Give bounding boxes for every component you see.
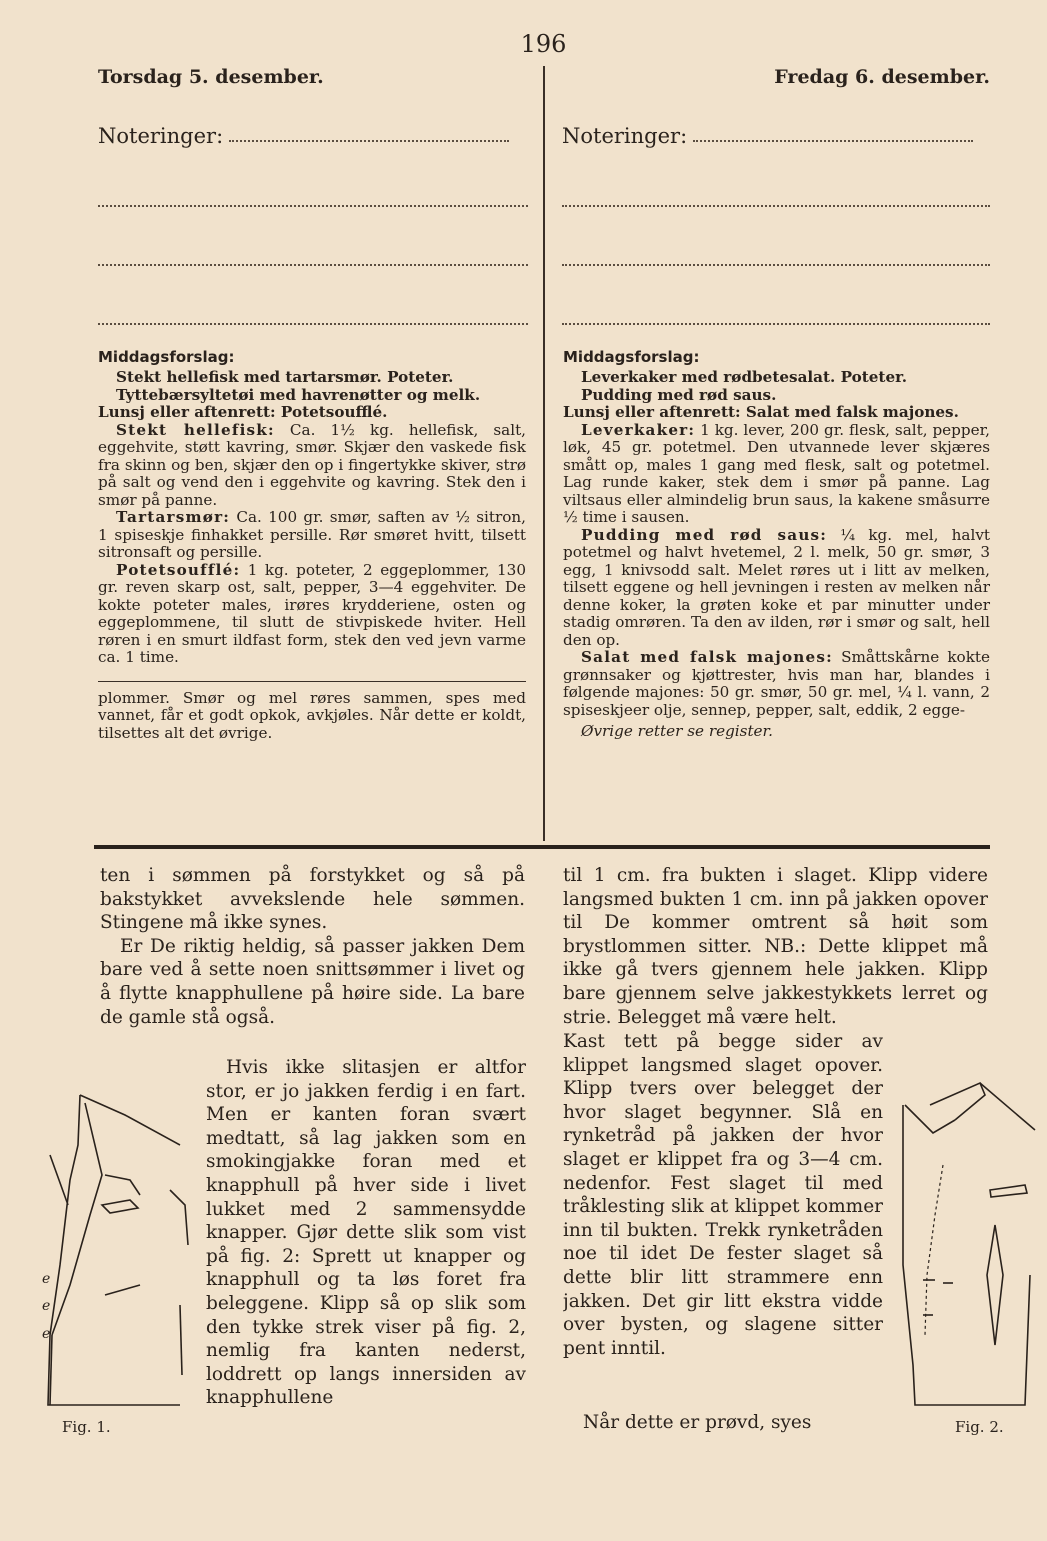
article-right-p1-head: til 1 cm. fra bukten i slaget. Klipp videre langsmed bukten 1 cm. inn på jakken opover til De kommer omtrent så høit som brystlommen sitter. NB.: Dette klippet må ikke gå tvers gjennem hele jakken. Klipp bare gjennem selve jakkestykkets lerret og strie. Belegget må være helt.	[563, 865, 988, 1028]
left-menu-line2: Tyttebærsyltetøi med havrenøtter og melk.	[116, 385, 481, 404]
notes-line[interactable]	[562, 322, 990, 325]
article-right-p1-tail: Kast tett på begge sider av klippet langsmed slaget opover. Klipp tvers over belegget der hvor slaget begynner. Slå en rynketråd på jakken der hvor slaget er klippet fra og 3—4 cm. nedenfor. Fest slaget til med tråklesting slik at klippet kommer inn til bukten. Trekk rynketråden noe til idet De fester slaget så dette blir litt strammere enn jakken. Det gir litt ekstra vidde over bysten, og slagene sitter pent inntil.	[563, 1031, 883, 1359]
notes-line[interactable]	[562, 204, 990, 207]
left-continuation: plommer. Smør og mel røres sammen, spes med vannet, får et godt opkok, avkjøles. Når dette er koldt, tilsettes alt det øvrige.	[98, 688, 526, 742]
left-r2-title: Tartarsmør:	[116, 508, 231, 526]
right-r2-title: Pudding med rød saus:	[581, 525, 828, 544]
left-recipes	[98, 348, 526, 742]
article-left-p3: Hvis ikke slitasjen er altfor stor, er jo jakken ferdig i en fart. Men er kanten foran svært medtatt, så lag jakken som en smokingjakke foran med et knapphull på hver side i livet lukket med 2 sammensydde knapper. Gjør dette slik som vist på fig. 2: Sprett ut knapper og knapphull og ta løs foret fra beleggene. Klipp så op slik som den tykke strek viser på fig. 2, nemlig fra kanten nederst, loddrett op langs innersiden av knapphullene	[206, 1057, 526, 1409]
column-divider	[543, 66, 545, 841]
right-notes-label: Noteringer:	[562, 124, 688, 148]
right-recipes	[563, 348, 990, 741]
fig1-label: Fig. 1.	[62, 1418, 111, 1436]
article-left-p2: Er De riktig heldig, så passer jakken Dem bare ved å sette noen snittsømmer i livet og å flytte knapphullene på høire side. La bare de gamle stå også.	[100, 935, 525, 1028]
right-more-link: Øvrige retter se register.	[581, 722, 773, 740]
article-right-full	[563, 864, 988, 1034]
left-notes	[98, 124, 528, 148]
svg-text:e: e	[42, 1298, 51, 1314]
left-day-heading: Torsdag 5. desember.	[98, 66, 324, 88]
article-right-narrow	[563, 1030, 883, 1410]
notes-line[interactable]	[562, 263, 990, 266]
right-day-column	[562, 66, 990, 325]
right-day-heading: Fredag 6. desember.	[774, 66, 990, 88]
jacket-figure-1	[30, 1085, 195, 1430]
notes-line[interactable]	[98, 204, 528, 207]
right-dinner-label: Middagsforslag:	[563, 348, 700, 366]
right-recipe-block	[563, 369, 990, 741]
left-notes-label: Noteringer:	[98, 124, 224, 148]
left-day-column	[98, 66, 528, 325]
section-divider	[94, 845, 990, 849]
article-left-top	[100, 864, 525, 1029]
left-recipe-block	[98, 369, 526, 742]
right-r1-text: 1 kg. lever, 200 gr. flesk, salt, pepper, løk, 45 gr. potetmel. Den utvannede lever skjæres smått op, males 1 gang med flesk, salt og potetmel. Lag runde kaker, stek dem i smør på panne. Lag viltsaus eller almindelig brun saus, la kakene småsurre ½ time i sausen.	[563, 420, 991, 526]
recipe-separator	[98, 681, 526, 682]
page-number: 196	[520, 30, 567, 58]
left-dinner-label: Middagsforslag:	[98, 348, 235, 366]
right-notes	[562, 124, 990, 148]
right-lunch: Lunsj eller aftenrett: Salat med falsk majones.	[563, 403, 959, 421]
jacket-figure-2	[895, 1075, 1040, 1420]
left-r1-text: Ca. 1½ kg. hellefisk, salt, eggehvite, støtt kavring, smør. Skjær den vaskede fisk fra skinn og ben, skjær den op i fingertykke skiver, strø på salt og vend den i eggehvite og kavring. Stek den i smør på panne.	[98, 420, 526, 509]
notes-line[interactable]	[98, 263, 528, 266]
fig2-label: Fig. 2.	[955, 1418, 1004, 1436]
article-right-end	[563, 1411, 883, 1435]
left-r1-title: Stekt hellefisk:	[116, 420, 275, 439]
right-r3-text: Småttskårne kokte grønnsaker og kjøttrester, hvis man har, blandes i følgende majones: 50 gr. smør, 50 gr. mel, ¼ l. vann, 2 spiseskjeer olje, sennep, pepper, salt, eddik, 2 egge-	[563, 648, 990, 719]
svg-text:e: e	[42, 1271, 51, 1287]
left-lunch: Lunsj eller aftenrett: Potetsoufflé.	[98, 403, 388, 421]
article-left-bottom	[206, 1056, 526, 1410]
right-r1-title: Leverkaker:	[581, 420, 696, 439]
article-left-p1: ten i sømmen på forstykket og så på bakstykket avvekslende hele sømmen. Stingene må ikke synes.	[100, 865, 525, 934]
left-r3-text: 1 kg. poteter, 2 eggeplommer, 130 gr. reven skarp ost, salt, pepper, 3—4 eggehviter. De kokte poteter males, irøres krydderiene, osten og eggeplommene, til slutt de stivpiskede hviter. Hell røren i en smurt ildfast form, stek den ved jevn varme ca. 1 time.	[98, 560, 527, 666]
right-r3-title: Salat med falsk majones:	[581, 648, 833, 666]
article-right-p2: Når dette er prøvd, syes	[583, 1412, 812, 1433]
left-menu-line1: Stekt hellefisk med tartarsmør. Poteter.	[116, 368, 454, 386]
left-r2-text: Ca. 100 gr. smør, saften av ½ sitron, 1 spiseskje finhakket persille. Rør smøret hvitt, tilsett sitronsaft og persille.	[98, 508, 527, 561]
notes-line[interactable]	[693, 139, 973, 142]
notes-line[interactable]	[229, 139, 509, 142]
right-menu-line2: Pudding med rød saus.	[581, 385, 777, 404]
notes-line[interactable]	[98, 322, 528, 325]
right-menu-line1: Leverkaker med rødbetesalat. Poteter.	[581, 368, 908, 386]
svg-text:e: e	[42, 1326, 51, 1342]
left-r3-title: Potetsoufflé:	[116, 560, 241, 579]
right-r2-text: ¼ kg. mel, halvt potetmel og halvt hvetemel, 2 l. melk, 50 gr. smør, 3 egg, 1 knivsodd salt. Melet røres ut i litt av melken, tilsett eggene og hell jevningen i resten av melken når denne koker, la grøten koke et par minutter under stadig omrøren. Ta den av ilden, rør i smør og salt, hell den op.	[563, 525, 991, 649]
